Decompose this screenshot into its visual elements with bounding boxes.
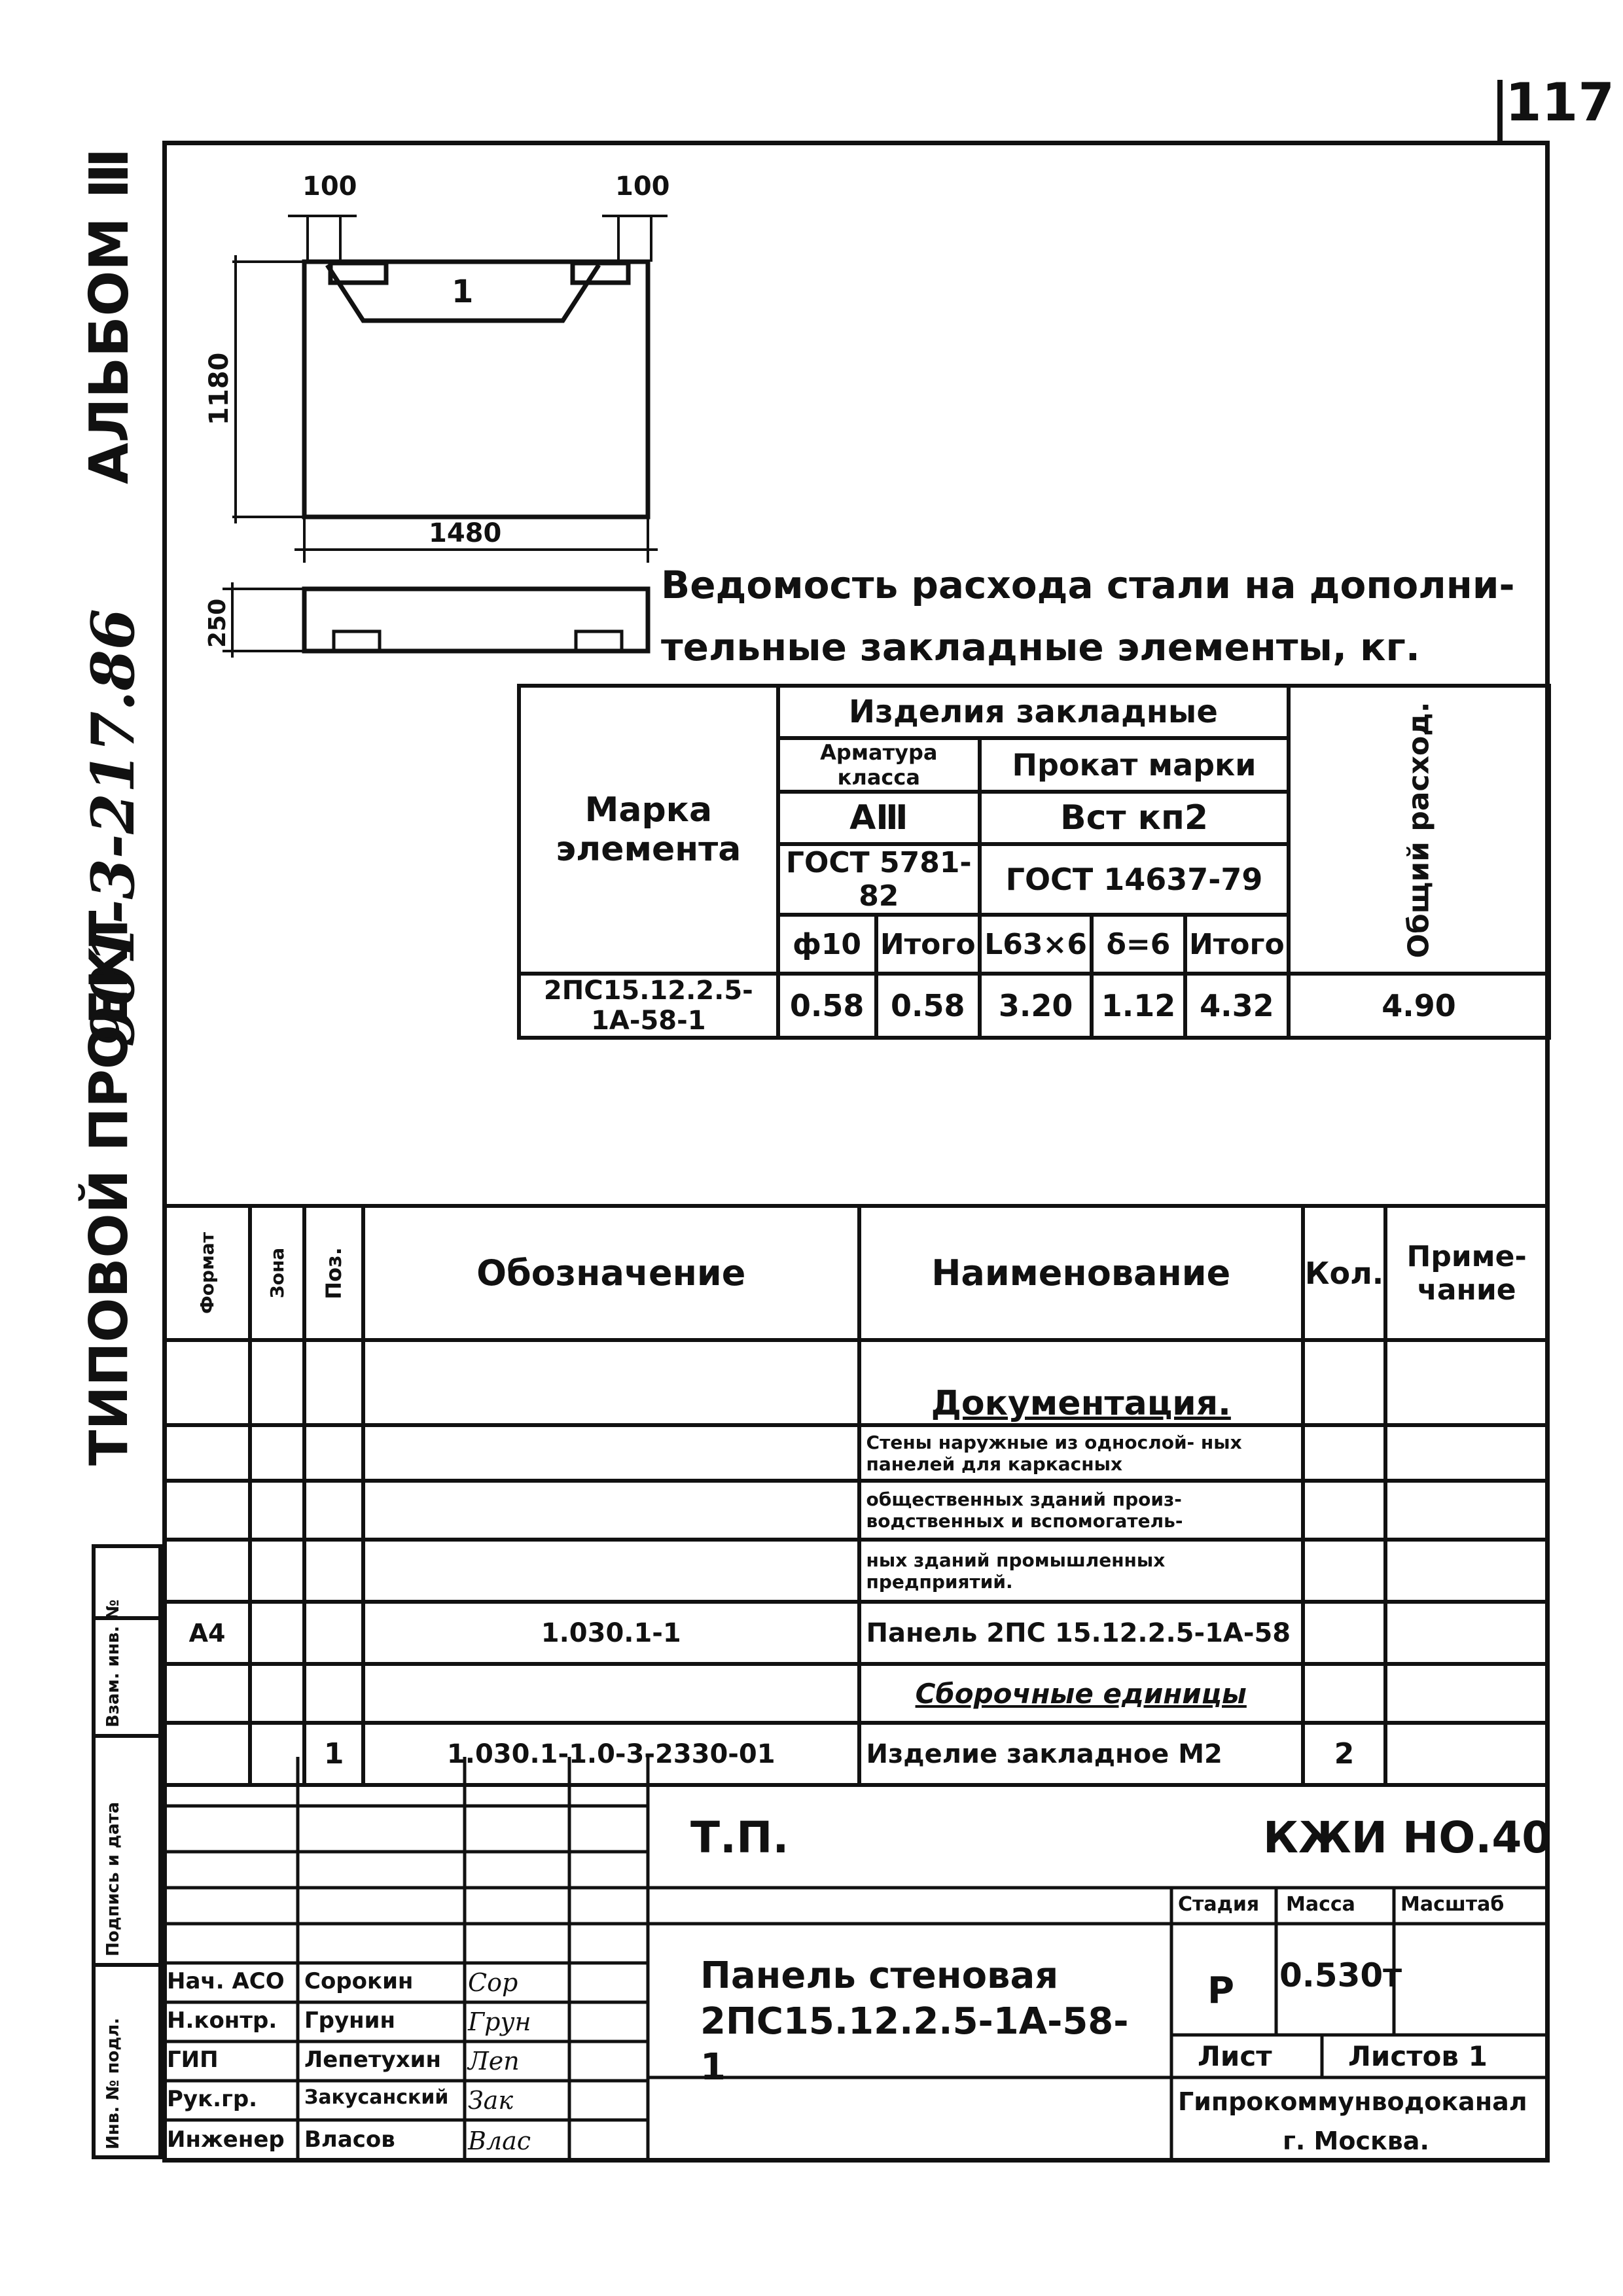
spec-format-header-text: Формат [196, 1231, 219, 1315]
mass-label: Масса [1286, 1893, 1355, 1916]
spec-row-zone [250, 1340, 304, 1425]
spec-row-qty [1303, 1602, 1385, 1664]
spec-row-qty: 2 [1303, 1723, 1385, 1785]
spec-row-designation [363, 1481, 859, 1540]
spec-row-name: Сборочные единицы [859, 1664, 1303, 1723]
role-4-name: Закусанский [304, 2086, 449, 2109]
left-stamp-divider-1 [92, 1616, 162, 1620]
spec-row [164, 1540, 1548, 1602]
dim-top-left: 100 [302, 171, 357, 202]
spec-row-qty [1303, 1425, 1385, 1481]
spec-row-name: общественных зданий произ- водственных и вспомогатель- [859, 1481, 1303, 1540]
spec-row-designation [363, 1664, 859, 1723]
steel-row-angle: 3.20 [980, 974, 1092, 1038]
role-1-signature: Сор [468, 1968, 518, 1997]
stamp-label-replace: Взам. инв. № [103, 1599, 123, 1727]
spec-designation-header: Обозначение [363, 1206, 859, 1340]
spec-row-note [1385, 1481, 1548, 1540]
spec-row-qty [1303, 1540, 1385, 1602]
spec-row-note [1385, 1602, 1548, 1664]
sub-col-f10: ф10 [778, 915, 876, 974]
spec-row-pos [304, 1340, 363, 1425]
spec-row-name: Изделие закладное М2 [859, 1723, 1303, 1785]
spec-row-name: ных зданий промышленных предприятий. [859, 1540, 1303, 1602]
rebar-grade: АⅢ [778, 792, 980, 844]
role-3: ГИП [167, 2047, 219, 2073]
spec-row-qty [1303, 1481, 1385, 1540]
steel-title-line1: Ведомость расхода стали на дополни- [661, 563, 1515, 607]
role-5-signature: Влас [468, 2127, 531, 2155]
spec-row [164, 1602, 1548, 1664]
spec-row-note [1385, 1425, 1548, 1481]
spec-row-pos: 1 [304, 1723, 363, 1785]
role-1-name: Сорокин [304, 1968, 414, 1994]
sub-col-angle: L63×6 [980, 915, 1092, 974]
spec-row-zone [250, 1540, 304, 1602]
code-right: КЖИ НО.40 [1263, 1812, 1552, 1863]
spec-row-format [164, 1481, 250, 1540]
steel-group-header: Изделия закладные [778, 686, 1289, 738]
dim-top-right: 100 [615, 171, 670, 202]
gost-rebar: ГОСТ 5781-82 [778, 844, 980, 915]
spec-row-pos [304, 1481, 363, 1540]
steel-row-mark: 2ПС15.12.2.5-1А-58-1 [519, 974, 778, 1038]
spec-row [164, 1481, 1548, 1540]
spec-row-note [1385, 1540, 1548, 1602]
role-2-signature: Грун [468, 2007, 531, 2036]
spec-row-format [164, 1664, 250, 1723]
spec-zone-header [250, 1206, 304, 1340]
album-label: АЛЬБОМ Ⅲ [79, 148, 141, 484]
steel-mark-header: Марка элемента [519, 686, 778, 974]
spec-row-designation [363, 1540, 859, 1602]
role-1: Нач. АСО [167, 1968, 285, 1994]
rolled-grade: Вст кп2 [980, 792, 1289, 844]
sheet-number: 117 [1505, 72, 1614, 133]
product-name: Панель стеновая 2ПС15.12.2.5-1А-58-1 [700, 1954, 1129, 2089]
spec-row-name: Документация. [859, 1340, 1303, 1425]
role-3-name: Лепетухин [304, 2047, 441, 2073]
steel-row-total-rolled: 4.32 [1185, 974, 1289, 1038]
spec-row-designation [363, 1340, 859, 1425]
rolled-mark-header: Прокат марки [980, 738, 1289, 792]
spec-pos-header-text: Поз. [321, 1246, 347, 1299]
role-3-signature: Леп [468, 2047, 520, 2075]
left-stamp-divider-3 [92, 1963, 162, 1967]
steel-row-f10: 0.58 [778, 974, 876, 1038]
code-left: Т.П. [690, 1812, 789, 1863]
steel-row-total-rebar: 0.58 [876, 974, 980, 1038]
role-4-signature: Зак [468, 2086, 514, 2115]
project-code: 901-3-217.86 [79, 609, 148, 1047]
spec-row-format [164, 1425, 250, 1481]
spec-row-note [1385, 1664, 1548, 1723]
stage-label: Стадия [1178, 1893, 1260, 1916]
spec-row-designation [363, 1425, 859, 1481]
inner-mark: 1 [452, 274, 474, 310]
spec-row-qty [1303, 1340, 1385, 1425]
spec-row-note [1385, 1340, 1548, 1425]
spec-table [162, 1204, 1550, 1787]
left-stamp-strip [92, 1544, 162, 2159]
steel-row-plate: 1.12 [1092, 974, 1185, 1038]
spec-row-format [164, 1540, 250, 1602]
spec-row [164, 1425, 1548, 1481]
role-5-name: Власов [304, 2127, 395, 2153]
spec-row-zone [250, 1664, 304, 1723]
spec-row-pos [304, 1540, 363, 1602]
spec-row-pos [304, 1602, 363, 1664]
spec-row-zone [250, 1481, 304, 1540]
steel-row-total: 4.90 [1289, 974, 1549, 1038]
stage-value: Р [1207, 1969, 1235, 2012]
spec-row-pos [304, 1425, 363, 1481]
spec-format-header [164, 1206, 250, 1340]
steel-title-line2: тельные закладные элементы, кг. [661, 625, 1420, 669]
dim-height: 1180 [204, 352, 234, 425]
role-2-name: Грунин [304, 2007, 395, 2034]
spec-row-zone [250, 1425, 304, 1481]
spec-row-format: А4 [164, 1602, 250, 1664]
stamp-label-inv: Инв. № подл. [103, 2017, 123, 2149]
spec-row-qty [1303, 1664, 1385, 1723]
rebar-class-header: Арматура класса [778, 738, 980, 792]
stamp-label-sign: Подпись и дата [103, 1801, 123, 1956]
gost-rolled: ГОСТ 14637-79 [980, 844, 1289, 915]
spec-row-name: Стены наружные из однослой- ных панелей для каркасных [859, 1425, 1303, 1481]
role-2: Н.контр. [167, 2007, 277, 2034]
organization: Гипрокоммунводоканал [1178, 2087, 1527, 2116]
left-stamp-divider-2 [92, 1734, 162, 1738]
role-5: Инженер [167, 2127, 285, 2153]
spec-row-pos [304, 1664, 363, 1723]
steel-total-header [1289, 686, 1549, 974]
project-type: ТИПОВОЙ ПРОЕКТ [79, 910, 139, 1466]
mass-value: 0.530т [1279, 1956, 1402, 1994]
spec-row [164, 1664, 1548, 1723]
spec-row-format [164, 1340, 250, 1425]
sheets-label: Листов 1 [1348, 2040, 1488, 2072]
spec-row [164, 1340, 1548, 1425]
spec-row-zone [250, 1602, 304, 1664]
spec-row-designation: 1.030.1-1.0-3-2330-01 [363, 1723, 859, 1785]
dim-thickness: 250 [204, 598, 231, 648]
spec-row-designation: 1.030.1-1 [363, 1602, 859, 1664]
sheet-number-rule [1497, 80, 1503, 142]
steel-total-header-text: Общий расход. [1402, 701, 1436, 958]
sub-col-total-rolled: Итого [1185, 915, 1289, 974]
spec-pos-header [304, 1206, 363, 1340]
sub-col-total-rebar: Итого [876, 915, 980, 974]
city: г. Москва. [1283, 2127, 1429, 2155]
steel-table [517, 684, 1551, 1040]
spec-note-header: Приме- чание [1385, 1206, 1548, 1340]
dim-width: 1480 [429, 518, 502, 548]
sheet-label: Лист [1198, 2040, 1272, 2072]
spec-name-header: Наименование [859, 1206, 1303, 1340]
spec-qty-header: Кол. [1303, 1206, 1385, 1340]
spec-zone-header-text: Зона [266, 1247, 289, 1299]
role-4: Рук.гр. [167, 2086, 258, 2112]
spec-row-name: Панель 2ПС 15.12.2.5-1А-58 [859, 1602, 1303, 1664]
sub-col-plate: δ=6 [1092, 915, 1185, 974]
scale-label: Масштаб [1400, 1893, 1505, 1916]
